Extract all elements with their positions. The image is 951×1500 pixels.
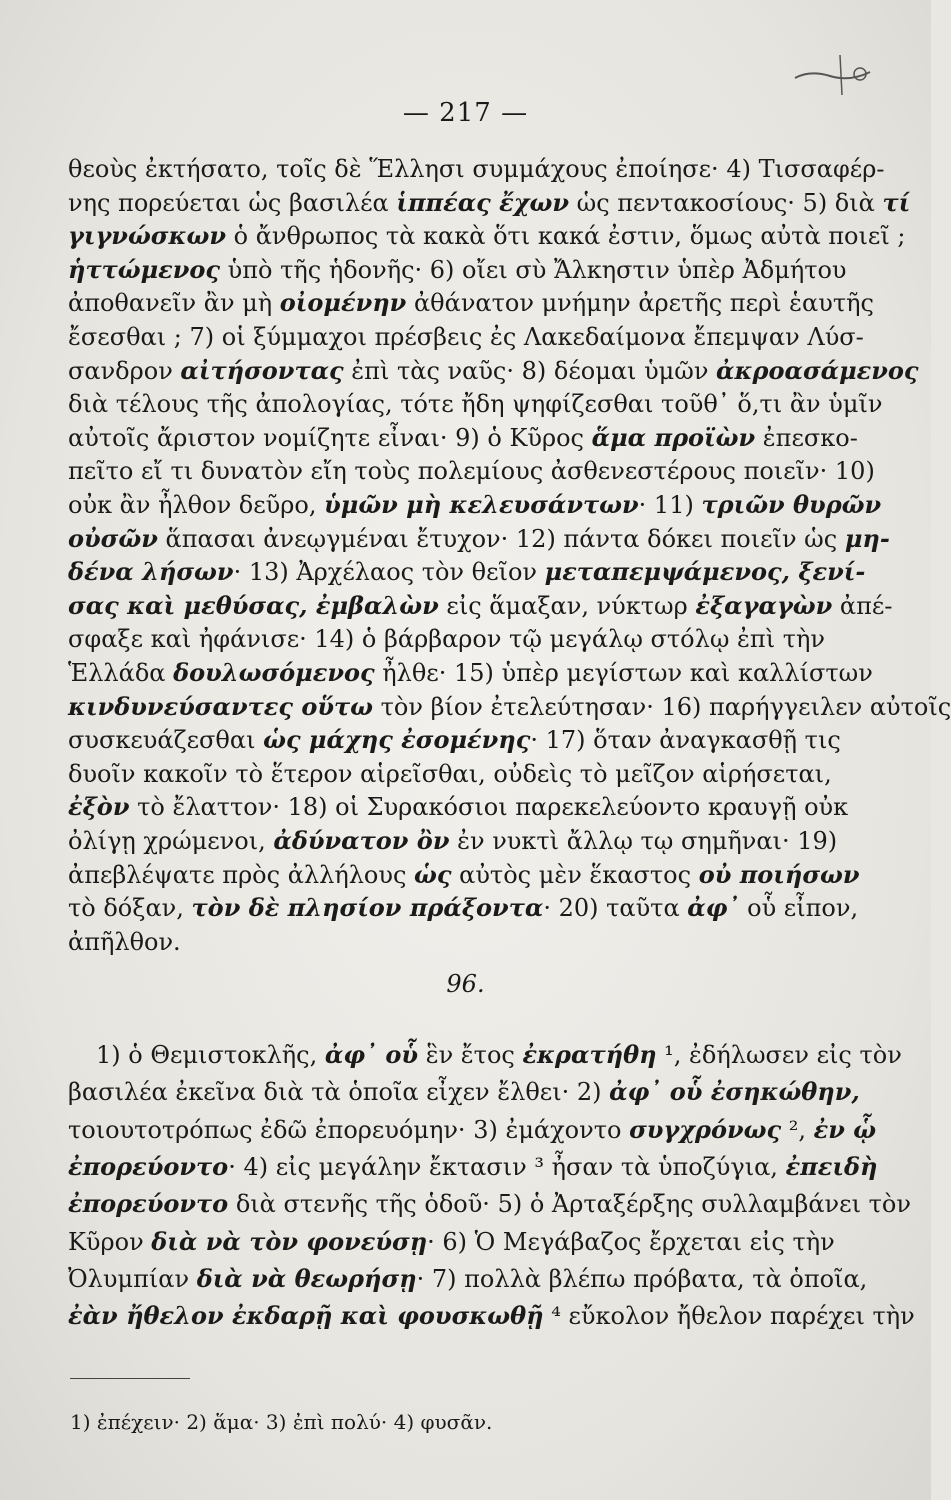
text-span: συσκευάζεσθαι — [68, 726, 264, 755]
text-span: διὰ στενῆς τῆς ὁδοῦ· 5) ὁ Ἀρταξέρξης συλλαμβάνει τὸν — [228, 1190, 911, 1219]
text-span: ἀποθανεῖν ἂν μὴ — [68, 289, 280, 318]
text-span: οὗ εἶπον, — [739, 894, 859, 923]
text-span: εἰς ἅμαξαν, νύκτωρ — [438, 591, 696, 620]
text-line — [68, 557, 866, 587]
text-span: αὐτοῖς ἄριστον νομίζητε εἶναι· 9) ὁ Κῦρος — [68, 423, 592, 452]
emphasized-phrase: ἐπορεύοντο — [68, 1189, 229, 1219]
emphasized-phrase: ὡς μάχης ἐσομένης — [263, 725, 531, 755]
emphasized-phrase: σας καὶ μεθύσας, ἐμβαλὼν — [68, 590, 439, 620]
text-span: ὡς πεντακοσίους· 5) διὰ — [569, 188, 883, 217]
text-span: διὰ τέλους τῆς ἀπολογίας, τότε ἤδη ψηφίζεσθαι τοῦθ᾽ ὅ,τι ἂν ὑμῖν — [68, 390, 883, 419]
text-span: δυοῖν κακοῖν τὸ ἕτερον αἱρεῖσθαι, οὐδεὶς τὸ μεῖζον αἱρήσεται, — [68, 759, 832, 788]
emphasized-phrase: ἐξὸν — [68, 792, 130, 822]
text-span: ἦλθε· 15) ὑπὲρ μεγίστων καὶ καλλίστων — [374, 659, 873, 687]
emphasized-phrase: ἐξαγαγὼν — [695, 590, 833, 620]
text-span: πεῖτο εἴ τι δυνατὸν εἴη τοὺς πολεμίους ἀσθενεστέρους ποιεῖν· 10) — [68, 457, 875, 486]
text-span: ἐπὶ τὰς ναῦς· 8) δέομαι ὑμῶν — [343, 356, 717, 385]
emphasized-phrase: διὰ νὰ τὸν φονεύσῃ — [151, 1226, 428, 1256]
text-span: ἀθάνατον μνήμην ἀρετῆς περὶ ἑαυτῆς — [406, 289, 874, 318]
text-line — [68, 389, 883, 419]
text-span: 1) ὁ Θεμιστοκλῆς, — [96, 1041, 325, 1069]
text-line — [68, 221, 906, 251]
emphasized-phrase: ὑμῶν μὴ κελευσάντων — [324, 490, 639, 519]
text-line — [68, 1226, 835, 1257]
text-span: αὐτὸς μὲν ἕκαστος — [451, 860, 699, 889]
text-span: τὸ ἔλαττον· 18) οἱ Συρακόσιοι παρεκελεύοντο κραυγῇ οὐκ — [129, 793, 849, 822]
text-span: ὀλίγῃ χρώμενοι, — [68, 827, 274, 855]
text-line — [68, 590, 893, 621]
page-number: — 217 — — [402, 98, 529, 128]
text-line — [68, 154, 885, 184]
emphasized-phrase: ἀφ᾽ οὗ — [324, 1040, 419, 1069]
text-line — [68, 826, 838, 856]
text-line — [68, 1263, 868, 1294]
text-line — [68, 355, 919, 386]
emphasized-phrase: μη- — [844, 523, 890, 553]
text-line — [68, 725, 841, 755]
emphasized-phrase: τί — [882, 187, 911, 217]
text-span: · 20) ταῦτα — [543, 894, 688, 923]
text-span: ⁴ εὔκολον ἤθελον παρέχει τὴν — [543, 1302, 915, 1331]
emphasized-phrase: ἡττώμενος — [68, 254, 221, 284]
text-line — [68, 322, 864, 352]
text-line — [68, 456, 875, 486]
emphasized-phrase: ἀφ᾽ οὗ ἐσηκώθην, — [609, 1077, 860, 1107]
text-line — [68, 1151, 878, 1182]
emphasized-phrase: δένα λήσων — [68, 557, 234, 587]
text-span: · 6) Ὁ Μεγάβαζος ἔρχεται εἰς τὴν — [427, 1227, 835, 1256]
text-span: Ἑλλάδα — [68, 659, 174, 687]
text-span: ἀπεβλέψατε πρὸς ἀλλήλους — [68, 860, 415, 889]
text-span: ἐπεσκο- — [755, 423, 858, 452]
text-span: σφαξε καὶ ἠφάνισε· 14) ὁ βάρβαρον τῷ μεγάλῳ στόλῳ ἐπὶ τὴν — [68, 625, 825, 654]
text-span: · 4) εἰς μεγάλην ἔκτασιν ³ ἦσαν τὰ ὑποζύγια, — [228, 1152, 786, 1181]
emphasized-phrase: μεταπεμψάμενος, ξενί- — [544, 557, 866, 587]
emphasized-phrase: διὰ νὰ θεωρήσῃ — [196, 1263, 417, 1293]
text-span: τὸ δόξαν, — [68, 894, 192, 923]
text-span: σανδρον — [68, 356, 181, 385]
text-span: ἐν νυκτὶ ἄλλῳ τῳ σημῆναι· 19) — [449, 827, 838, 855]
ink-scribble-mark — [790, 50, 880, 100]
emphasized-phrase: κινδυνεύσαντες οὕτω — [68, 691, 373, 721]
text-span: ἔσεσθαι ; 7) οἱ ξύμμαχοι πρέσβεις ἐς Λακεδαίμονα ἔπεμψαν Λύσ- — [68, 323, 864, 351]
text-line — [68, 254, 847, 285]
text-span: ἓν ἔτος — [418, 1041, 523, 1069]
text-line — [68, 792, 849, 822]
emphasized-phrase: ἀκροασάμενος — [716, 355, 919, 385]
text-line — [68, 288, 874, 318]
emphasized-phrase: ὡς — [414, 859, 452, 889]
text-span: ὁ ἄνθρωπος τὰ κακὰ ὅτι κακά ἐστιν, ὅμως αὐτὰ ποιεῖ ; — [226, 222, 906, 251]
text-line — [68, 859, 860, 890]
text-span: · 11) — [638, 491, 702, 519]
emphasized-phrase: δουλωσόμενος — [173, 658, 375, 687]
emphasized-phrase: ἀφ᾽ — [687, 893, 740, 923]
text-line — [68, 759, 832, 789]
text-span: τὸν βίον ἐτελεύτησαν· 16) παρήγγειλεν αὐτοῖς — [373, 692, 951, 721]
text-line — [68, 422, 858, 453]
emphasized-phrase: συγχρόνως — [629, 1114, 782, 1144]
emphasized-phrase: αἰτήσοντας — [180, 355, 344, 385]
emphasized-phrase: τριῶν θυρῶν — [701, 490, 882, 519]
text-line — [68, 490, 882, 520]
text-span: ἀπῆλθον. — [68, 927, 181, 956]
text-line — [68, 1114, 877, 1145]
emphasized-phrase: οὐ ποιήσων — [698, 859, 860, 889]
text-span: · 13) Ἀρχέλαος τὸν θεῖον — [233, 558, 545, 587]
text-line — [68, 624, 823, 654]
text-line — [68, 1301, 915, 1331]
text-span: Ὀλυμπίαν — [68, 1264, 197, 1293]
footnotes: 1) ἐπέχειν· 2) ἅμα· 3) ἐπὶ πολύ· 4) φυσᾶν. — [70, 1410, 493, 1434]
emphasized-phrase: ἱππέας ἔχων — [396, 187, 570, 217]
text-span: · 7) πολλὰ βλέπω πρόβατα, τὰ ὁποῖα, — [416, 1264, 868, 1293]
text-line — [68, 691, 951, 722]
text-line — [68, 1189, 911, 1219]
text-span: ἅπασαι ἀνεῳγμέναι ἔτυχον· 12) πάντα δόκει ποιεῖν ὡς — [157, 524, 845, 553]
emphasized-phrase: ἐπειδὴ — [785, 1151, 878, 1181]
footnote-rule — [70, 1378, 190, 1379]
text-line — [68, 658, 873, 688]
text-line — [96, 1040, 902, 1070]
text-span: ὑπὸ τῆς ἡδονῆς· 6) οἴει σὺ Ἄλκηστιν ὑπὲρ Ἀδμήτου — [220, 255, 847, 284]
text-span: τοιουτοτρόπως ἐδῶ ἐπορευόμην· 3) ἐμάχοντο — [68, 1115, 630, 1144]
emphasized-phrase: ἐὰν ἤθελον ἐκδαρῇ καὶ φουσκωθῇ — [68, 1301, 544, 1331]
emphasized-phrase: οἰομένην — [279, 288, 407, 318]
text-line — [68, 187, 911, 218]
text-span: · 17) ὅταν ἀναγκασθῇ τις — [530, 726, 841, 755]
text-span: βασιλέα ἐκεῖνα διὰ τὰ ὁποῖα εἶχεν ἔλθει· 2) — [68, 1078, 610, 1107]
emphasized-phrase: ἐν ᾧ — [813, 1114, 877, 1144]
text-line — [68, 927, 823, 957]
section-heading: 96. — [446, 970, 485, 998]
text-span: ¹, ἐδήλωσεν εἰς τὸν — [656, 1041, 902, 1069]
text-span: ², — [781, 1115, 814, 1144]
emphasized-phrase: ἀδύνατον ὂν — [273, 826, 450, 855]
text-line — [68, 893, 859, 923]
text-line — [68, 523, 890, 554]
text-line — [68, 1077, 860, 1107]
emphasized-phrase: γιγνώσκων — [68, 221, 226, 251]
text-span: οὐκ ἂν ἦλθον δεῦρο, — [68, 491, 325, 519]
text-span: ἀπέ- — [832, 591, 893, 620]
emphasized-phrase: ἐπορεύοντο — [68, 1151, 229, 1181]
emphasized-phrase: τὸν δὲ πλησίον πράξοντα — [191, 893, 544, 923]
text-span: θεοὺς ἐκτήσατο, τοῖς δὲ Ἕλλησι συμμάχους ἐποίησε· 4) Τισσαφέρ- — [68, 155, 885, 183]
text-span: νης πορεύεται ὡς βασιλέα — [68, 188, 397, 217]
emphasized-phrase: ἐκρατήθη — [522, 1040, 657, 1069]
emphasized-phrase: οὐσῶν — [68, 523, 158, 553]
emphasized-phrase: ἅμα προϊὼν — [591, 422, 756, 452]
text-span: Κῦρον — [68, 1227, 152, 1256]
